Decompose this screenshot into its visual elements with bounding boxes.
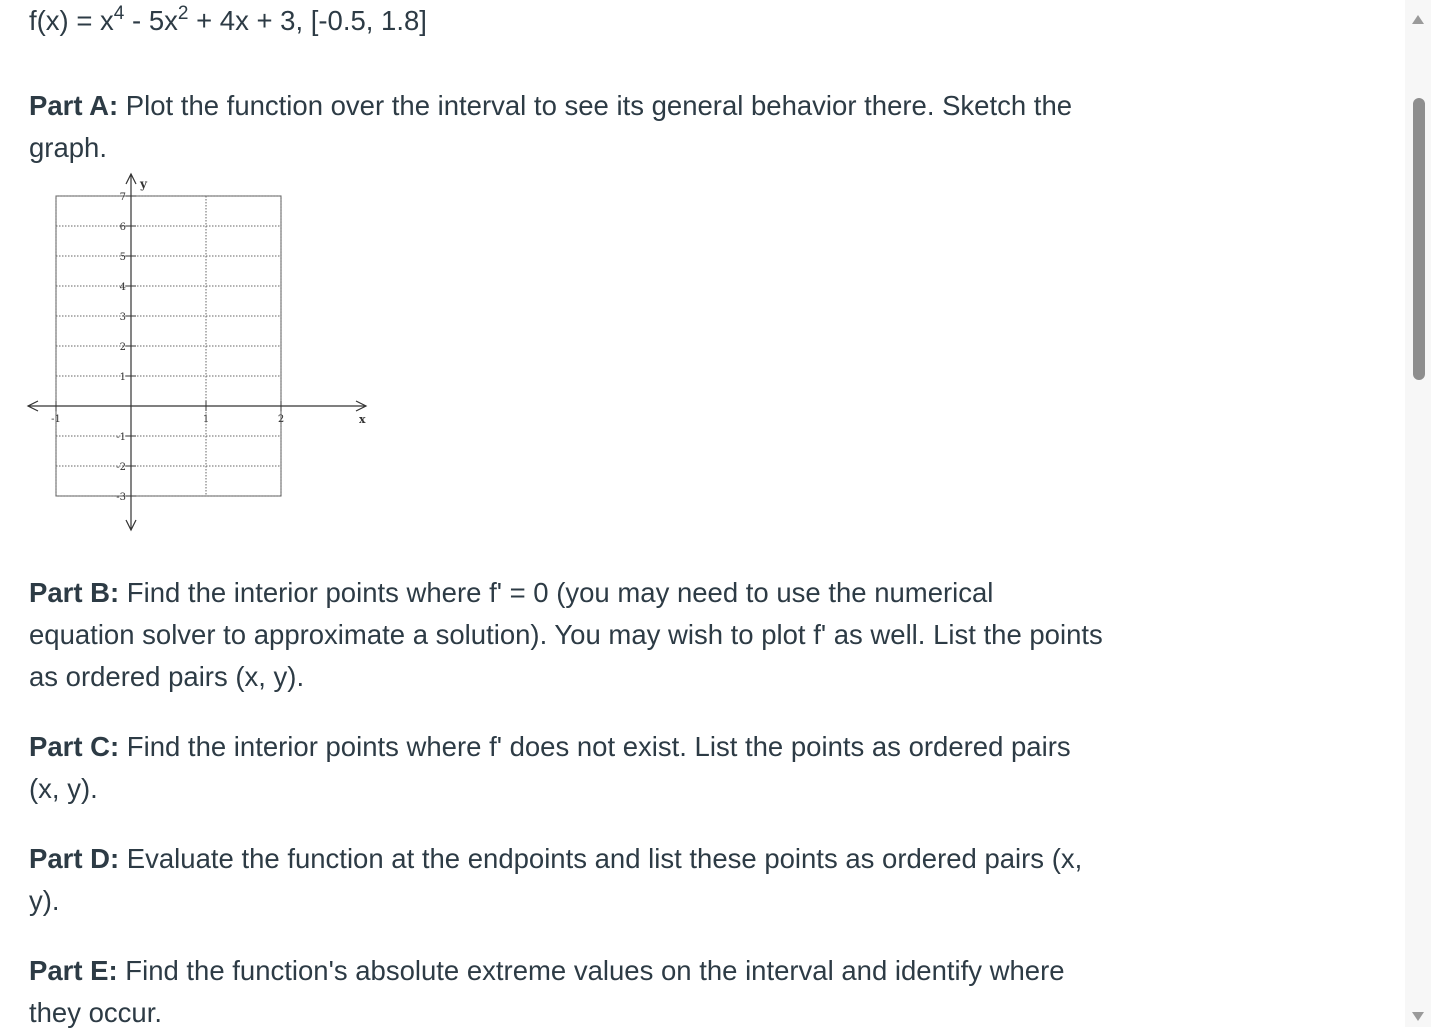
y-tick-label: 7: [119, 192, 126, 203]
scroll-down-arrow-icon[interactable]: [1405, 1005, 1431, 1027]
part-c-label: Part C:: [29, 731, 120, 762]
y-tick-label: 4: [119, 282, 126, 293]
part-b-text: Part B: Find the interior points where f' = 0 (you may need to use the numerical equation solver to approximate a solution). You may wish to plot f' as well. List the points as ordered pairs (x, y).: [29, 577, 1103, 692]
function-definition: $f(x) = x^4 - 5x^2 + 4x + 3$, [-0.5, 1.8]: [29, 2, 427, 36]
part-e-text: Part E: Find the function's absolute extreme values on the interval and identify where they occur.: [29, 955, 1065, 1028]
y-axis-label: y: [140, 177, 147, 191]
y-tick-label: 1: [119, 372, 126, 383]
part-d-label: Part D:: [29, 843, 120, 874]
scrollbar[interactable]: [1405, 0, 1431, 1027]
part-a-text: Part A: Plot the function over the interval to see its general behavior there. Sketch the graph.: [29, 90, 1073, 163]
y-tick-label: -2: [116, 462, 126, 473]
y-tick-label: 3: [119, 312, 126, 323]
part-b-label: Part B:: [29, 577, 120, 608]
x-tick-label: 1: [202, 414, 210, 425]
part-a-label: Part A:: [29, 90, 119, 121]
x-tick-label: -1: [51, 414, 61, 425]
x-axis-label: x: [359, 413, 366, 426]
part-d-text: Part D: Evaluate the function at the endpoints and list these points as ordered pairs (x, y).: [29, 843, 1083, 916]
y-tick-label: -1: [116, 432, 126, 443]
y-tick-label: -3: [116, 492, 126, 503]
part-e-label: Part E:: [29, 955, 118, 986]
y-tick-label: 5: [119, 252, 126, 263]
y-tick-label: 2: [119, 342, 126, 353]
y-tick-label: 6: [119, 222, 126, 233]
scroll-up-arrow-icon[interactable]: [1405, 8, 1431, 30]
graph-figure: [24, 172, 374, 537]
scroll-thumb[interactable]: [1413, 98, 1425, 380]
x-tick-label: 2: [277, 414, 285, 425]
part-c-text: Part C: Find the interior points where f' does not exist. List the points as ordered pairs (x, y).: [29, 731, 1071, 804]
graph-svg: [24, 172, 374, 537]
